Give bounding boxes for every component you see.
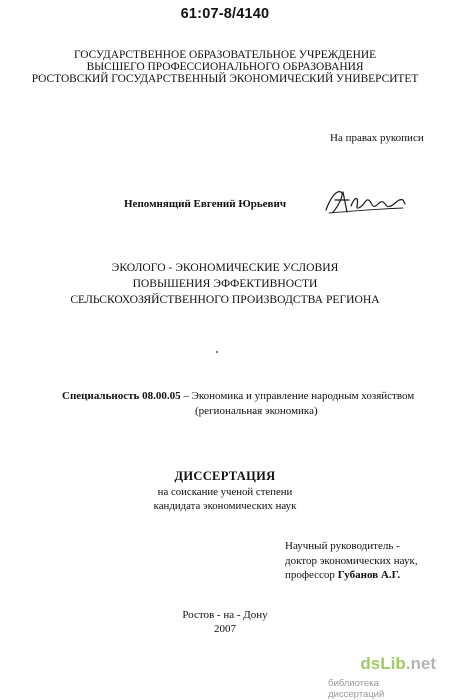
institution-line-3: РОСТОВСКИЙ ГОСУДАРСТВЕННЫЙ ЭКОНОМИЧЕСКИЙ УНИВЕРСИТЕТ	[31, 73, 419, 85]
supervisor-title: профессор	[285, 569, 338, 581]
watermark-logo-main: dsLib	[360, 654, 406, 673]
publication-city: Ростов - на - Дону	[182, 609, 268, 621]
watermark-logo	[360, 654, 436, 674]
dissertation-degree-line: на соискание ученой степени	[157, 486, 293, 498]
catalog-code: 61:07-8/4140	[180, 6, 270, 22]
supervisor-degree: доктор экономических наук,	[285, 555, 418, 567]
institution-line-1: ГОСУДАРСТВЕННОЕ ОБРАЗОВАТЕЛЬНОЕ УЧРЕЖДЕНИЕ	[73, 49, 377, 61]
rights-note: На правах рукописи	[330, 132, 424, 144]
supervisor-name: Губанов А.Г.	[337, 569, 401, 581]
supervisor-name-line	[285, 569, 400, 581]
watermark-subtitle: библиотека диссертаций	[328, 678, 385, 700]
dissertation-field-line: кандидата экономических наук	[153, 500, 297, 512]
specialty-code: Специальность 08.00.05	[62, 390, 181, 402]
dissertation-title: ДИССЕРТАЦИЯ	[174, 469, 276, 483]
title-line-2: ПОВЫШЕНИЯ ЭФФЕКТИВНОСТИ	[132, 277, 318, 290]
specialty-line-2: (региональная экономика)	[195, 405, 318, 417]
author-name: Непомнящий Евгений Юрьевич	[124, 198, 287, 210]
author-signature	[323, 186, 407, 216]
watermark-logo-tld: .net	[405, 654, 436, 673]
specialty-text: – Экономика и управление народным хозяйством	[180, 390, 415, 402]
supervisor-role: Научный руководитель -	[285, 540, 400, 552]
publication-year: 2007	[214, 623, 236, 635]
specialty-line-1	[62, 390, 414, 402]
title-line-3: СЕЛЬСКОХОЗЯЙСТВЕННОГО ПРОИЗВОДСТВА РЕГИОНА	[70, 293, 380, 306]
institution-line-2: ВЫСШЕГО ПРОФЕССИОНАЛЬНОГО ОБРАЗОВАНИЯ	[86, 61, 364, 73]
scan-speck	[216, 351, 218, 353]
title-line-1: ЭКОЛОГО - ЭКОНОМИЧЕСКИЕ УСЛОВИЯ	[111, 261, 339, 274]
dslib-watermark	[328, 654, 440, 700]
